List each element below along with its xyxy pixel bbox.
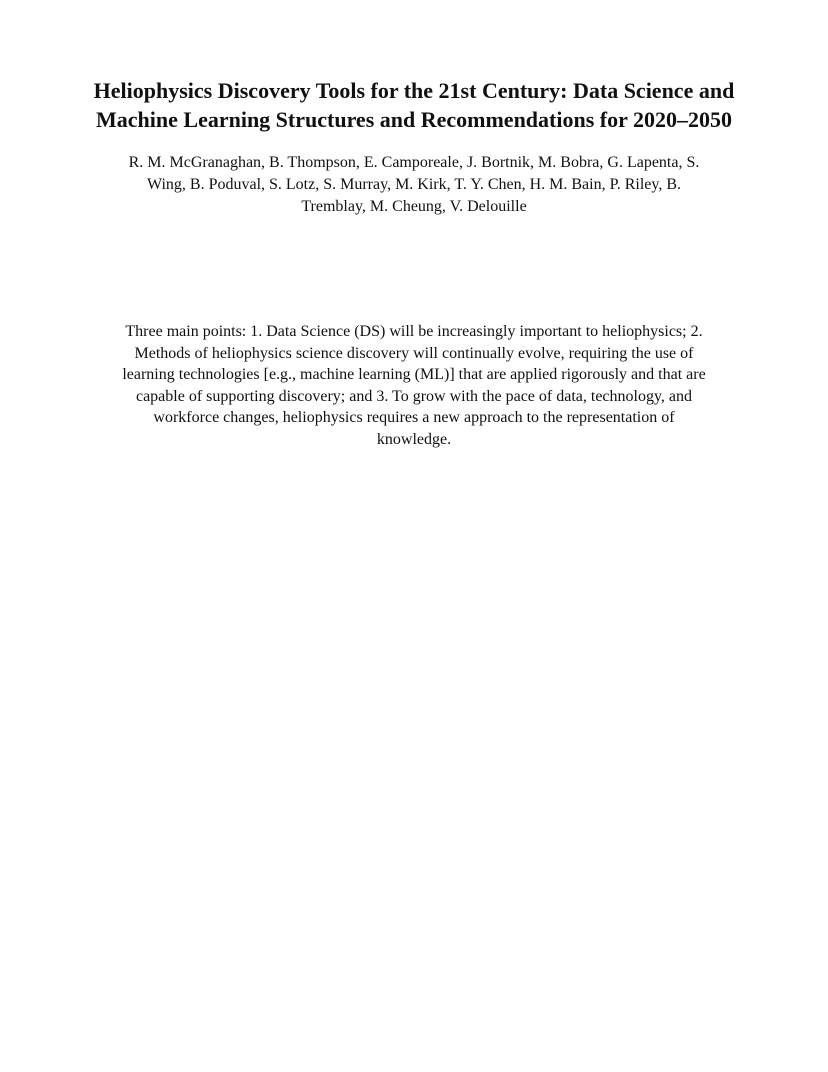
author-line: R. M. McGranaghan, B. Thompson, E. Camporeale, J. Bortnik, M. Bobra, G. Lapenta, S.: [128, 154, 700, 171]
title-line: Machine Learning Structures and Recommendations for 2020–2050: [96, 107, 732, 132]
abstract-text: [60, 321, 768, 450]
author-line: Wing, B. Poduval, S. Lotz, S. Murray, M. Kirk, T. Y. Chen, H. M. Bain, P. Riley, B.: [146, 176, 682, 193]
author-list: [60, 152, 768, 218]
title-line: Heliophysics Discovery Tools for the 21st Century: Data Science and: [93, 78, 735, 103]
author-line: Tremblay, M. Cheung, V. Delouille: [301, 198, 527, 215]
abstract-line: Methods of heliophysics science discovery will continually evolve, requiring the use of: [134, 344, 694, 362]
abstract-line: capable of supporting discovery; and 3. To grow with the pace of data, technology, and: [135, 387, 693, 405]
abstract-line: knowledge.: [376, 430, 452, 448]
paper-title: [60, 76, 768, 134]
abstract-line: learning technologies [e.g., machine learning (ML)] that are applied rigorously and that are: [122, 366, 706, 383]
abstract-line: workforce changes, heliophysics requires a new approach to the representation of: [153, 409, 675, 426]
abstract-line: Three main points: 1. Data Science (DS) will be increasingly important to heliophysics; 2.: [125, 323, 703, 340]
